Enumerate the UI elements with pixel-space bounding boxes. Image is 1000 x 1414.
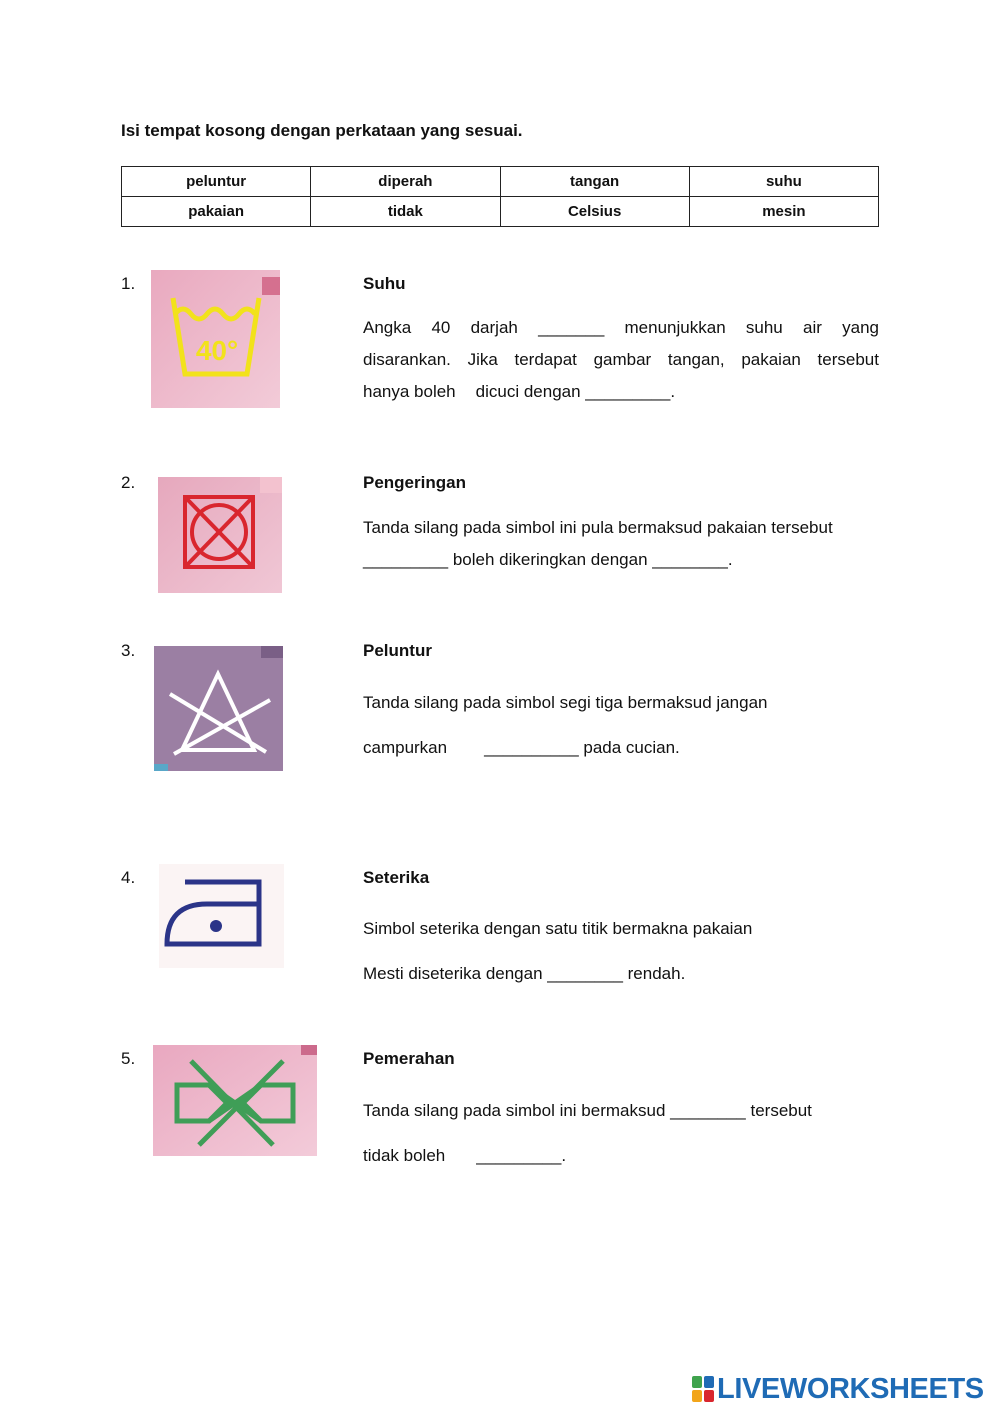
instruction-heading: Isi tempat kosong dengan perkataan yang sesuai. [121,121,523,140]
question-title: Pemerahan [363,1049,455,1068]
question-line [363,1133,879,1178]
question-line-part: hanya boleh [363,382,456,401]
question-line: Tanda silang pada simbol segi tiga bermaksud jangan [363,693,768,712]
question-number: 4. [121,868,136,887]
word-bank-cell: peluntur [122,167,311,197]
word-bank-cell: suhu [689,167,878,197]
question-text [363,680,879,770]
question-line-part: _________. [476,1146,567,1165]
question-number: 3. [121,641,136,660]
wash-tub-40-icon [151,270,280,408]
word-bank-cell: Celsius [500,197,689,227]
word-bank-cell: tidak [311,197,500,227]
question-line: _________ boleh dikeringkan dengan ________. [363,550,733,569]
question-line-part: campurkan [363,738,448,757]
question-title: Peluntur [363,641,432,660]
word-bank-table [121,166,879,227]
question-text [363,1088,879,1178]
question-line-part: __________ pada cucian. [484,738,680,757]
word-bank-row [122,167,879,197]
question-number: 5. [121,1049,136,1068]
word-bank-cell: mesin [689,197,878,227]
question-line: Mesti diseterika dengan ________ rendah. [363,964,686,983]
wash-temperature-label: 40° [195,335,239,366]
liveworksheets-brand: LIVEWORKSHEETS [717,1373,984,1405]
word-bank-cell: tangan [500,167,689,197]
do-not-tumble-dry-icon [158,477,282,593]
question-text [363,512,879,576]
question-title: Pengeringan [363,473,466,492]
question-line [363,725,879,770]
question-text [363,312,879,408]
question-line: Simbol seterika dengan satu titik bermakna pakaian [363,919,753,938]
question-number: 2. [121,473,136,492]
question-title: Seterika [363,868,430,887]
iron-one-dot-icon [159,864,284,968]
question-line: Tanda silang pada simbol ini bermaksud ________ tersebut [363,1101,812,1120]
word-bank-row [122,197,879,227]
question-text [363,906,879,996]
question-title: Suhu [363,274,406,293]
question-line [363,376,879,408]
do-not-wring-icon [153,1045,317,1156]
question-line: Angka 40 darjah _______ menunjukkan suhu air yang [363,318,879,337]
word-bank-cell: pakaian [122,197,311,227]
question-number: 1. [121,274,136,293]
question-line: Tanda silang pada simbol ini pula bermaksud pakaian tersebut [363,518,833,537]
liveworksheets-mark-icon [692,1376,714,1402]
question-line: disarankan. Jika terdapat gambar tangan, pakaian tersebut [363,350,879,369]
word-bank-cell: diperah [311,167,500,197]
question-line-part: tidak boleh [363,1146,446,1165]
do-not-bleach-icon [154,646,283,771]
liveworksheets-logo [692,1374,984,1404]
question-line-part: dicuci dengan _________. [475,382,676,401]
